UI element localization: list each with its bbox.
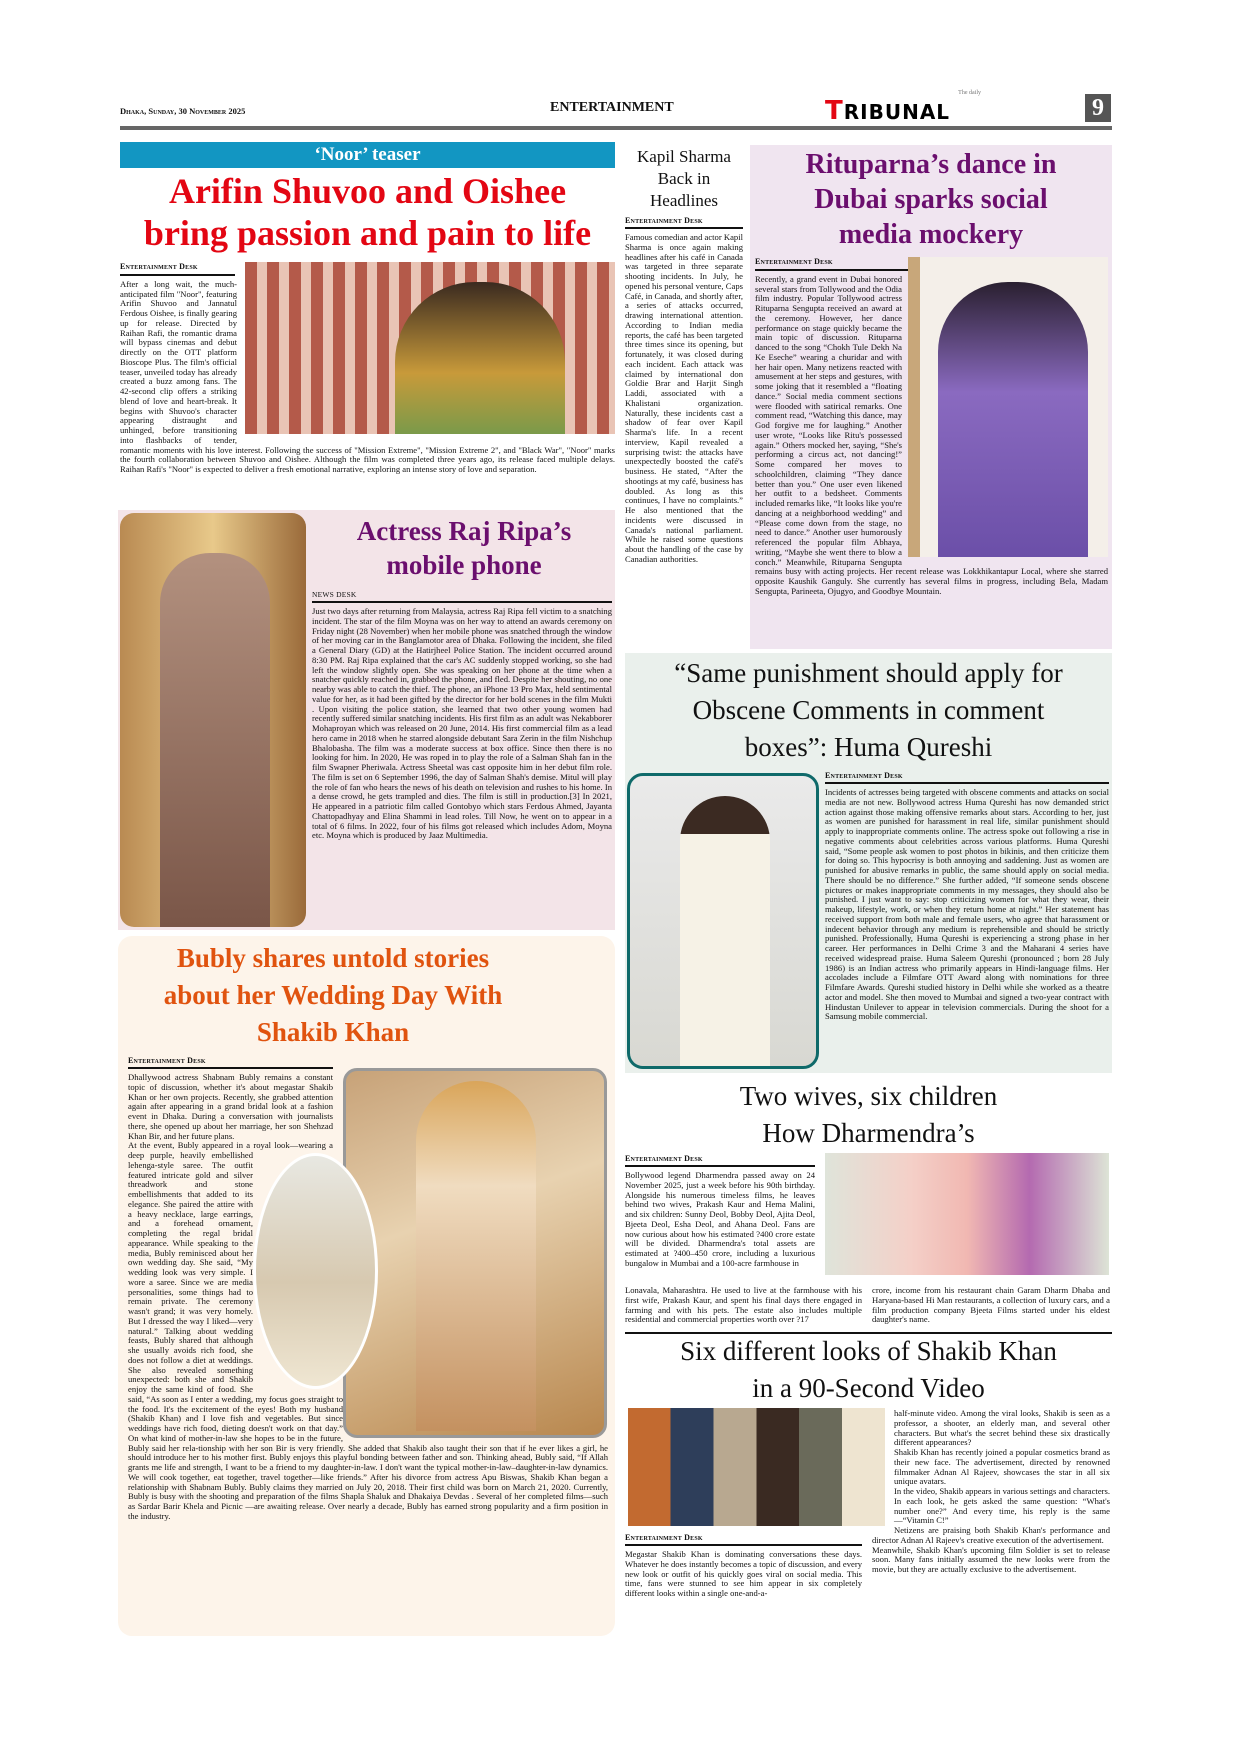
logo <box>825 90 985 126</box>
article-text: Entertainment Desk Recently, a grand event in Dubai honored several stars from Tollywood and the Odia film industry. Popular Tollywood actress Rituparna Sengupta received an award at the ceremony. However, her dance performance on stage quickly became the main topic of discussion. Rituparna danced to the song “Chokh Tule Dekh Na Ke Eseche” wearing a churidar and with her hair open. Many netizens reacted with amusement at her steps and gestures, with some joking that it resembled a “floating dance.” Social media comment sections were flooded with satirical remarks. One comment read, “Watching this dance, may God forgive me for laughing.” Another user wrote, “Looks like Ritu's possessed again.” Others mocked her, saying, “She's performing a circus act, not dancing!” Some compared her moves to schoolchildren, claiming “They dance better than you.” One user even likened her outfit to a bedsheet. Comments included remarks like, “It looks like you're dancing at a neighborhood wedding” and “Please come down from the stage, no need to dance.” Another user humorously referenced the popular film Abhaya, writing, “Maybe she went there to blow a conch.” Meanwhile, Rituparna Sengupta remains busy with acting projects. Her recent release was Lokkhikantapur Local, where she starred opposite Kaushik Ganguly. She currently has several films in progress, including Bela, Madam Sengupta, Parineeta, Ojugyo, and Goodbye Mountain. <box>755 257 1108 596</box>
article-noor <box>120 142 615 504</box>
article-text: Lonavala, Maharashtra. He used to live at the farmhouse with his first wife, Prakash Kaur, and spent his final days there engaged in farming and with his pets. The estate also includes multiple residential and commercial properties worth over ?17 <box>625 1285 862 1325</box>
headline: “Same punishment should apply for Obscene Comments in comment boxes”: Huma Qureshi <box>674 658 1063 762</box>
byline: Entertainment Desk <box>755 257 1108 271</box>
headline: Rituparna’s dance in Dubai sparks social media mockery <box>805 149 1057 250</box>
noor-photo <box>245 262 615 434</box>
headline: Kapil Sharma Back in Headlines <box>637 147 731 210</box>
huma-photo <box>627 773 819 1069</box>
article-kapil <box>625 146 743 646</box>
logo-tagline: The daily <box>958 90 981 96</box>
article-text: Incidents of actresses being targeted with obscene comments and attacks on social media are not new. Bollywood actress Huma Qureshi has now demanded strict action against those making offensive remarks about stars. According to her, just as women are punished for harassment in real life, similar punishment should apply to inappropriate comments online. The actress spoke out following a rise in negative comments about celebrities across various platforms. Huma Qureshi said, “Some people ask women to post photos in bikinis, and then criticize them for doing so. This hypocrisy is both annoying and saddening. Just as women are punished for abusive remarks in public, the same should apply on social media. There should be no difference.” She further added, “If someone sends obscene pictures or makes inappropriate comments in my messages, they should also be punished. I just want to say: stop criticizing women for what they wear, their makeup, lifestyle, work, or when they return home at night.” Her statement has received support from both male and female users, who agree that harassment or indecent behavior through any medium is reprehensible and should be strictly punished. Professionally, Huma Qureshi is experiencing a strong phase in her career. Her performances in Delhi Crime 3 and the Maharani 4 series have received widespread praise. Huma Saleem Qureshi (pronounced ; born 28 July 1986) is an Indian actress who primarily appears in Hindi-language films. Her accolades include a Filmfare OTT Award along with nominations for three Filmfare Awards. Qureshi studied history in Delhi while she worked as a theatre actor and model. She then moved to Mumbai and signed a two-year contract with Hindustan Unilever to appear in television commercials. During the shoot for a Samsung mobile commercial. <box>825 787 1109 1022</box>
byline: Entertainment Desk <box>825 771 1109 784</box>
section-title: ENTERTAINMENT <box>550 100 674 115</box>
article-bubly <box>118 936 615 1636</box>
byline: Entertainment Desk <box>625 1154 815 1167</box>
page-number: 9 <box>1085 94 1111 122</box>
article-rituparna <box>750 145 1112 649</box>
byline: Entertainment Desk <box>625 216 743 229</box>
masthead-rule <box>120 126 1112 130</box>
dharmendra-family-photo <box>825 1153 1109 1275</box>
article-shakib <box>625 1333 1112 1613</box>
byline: Entertainment Desk <box>120 262 235 276</box>
article-text: crore, income from his restaurant chain Garam Dharm Dhaba and Haryana-based Hi Man restaurants, a collection of luxury cars, and a film production company Bjeeta Films started under his eldest daughter's name. <box>872 1285 1110 1325</box>
article-text: Just two days after returning from Malaysia, actress Raj Ripa fell victim to a snatching incident. The star of the film Moyna was on her way to attend an awards ceremony on Friday night (28 November) when her mobile phone was snatched through the window of her moving car in the Banglamotor area of Dhaka. Following the incident, she filed a General Diary (GD) at the Hatirjheel Police Station. The incident occurred around 8:30 PM. Raj Ripa explained that the car's AC suddenly stopped working, so she had left the window slightly open. She was speaking on her phone at the time when a snatcher quickly reached in, grabbed the phone, and fled. Despite her shouting, no one nearby was able to catch the thief. The phone, an iPhone 13 Pro Max, held sentimental value for her, as it had been gifted by the director for her bold scenes in the film Mukti . Upon visiting the police station, she learned that two other young women had recently suffered similar snatching incidents. His first film as an adult was Nekabborer Mohaproyan which was released on 20 June, 2014. His first commercial film as a lead hero came in 2018 when he starred alongside debutant Sara Zerin in the film Nishchup Bhalobasha. The film was a moderate success at box office. Since then there is no looking for him. In 2020, He was roped in to play the role of a Salman Shah fan in the film Swapner Pheriwala. Actress Sheetal was cast opposite him in her debut film role. The film is set on 6 September 1996, the day of Salman Shah's demise. Mitul will play the role of fan who hears the news of his death on television and rushes to his home. In a dense crowd, he gets trampled and dies. The film is still in production.[3] In 2021, He appeared in a patriotic film called Gontobyo which stars Ferdous Ahmed, Jayanta Chattopadhyay and Elina Shammi in lead roles. Till Now, he went on to appear in a total of 6 films. In 2022, four of his films got released which includes Adom, Moyna etc. Moyna which is produced by Jaaz Multimedia. <box>312 606 612 841</box>
headline: Six different looks of Shakib Khan in a 90-Second Video <box>680 1336 1057 1403</box>
raj-ripa-photo <box>120 513 306 927</box>
article-text: Famous comedian and actor Kapil Sharma is once again making headlines after his café in Canada was targeted in three separate shooting incidents. In July, he opened his personal venture, Caps Café, in Canada, and shortly after, a series of attacks occurred, drawing international attention. According to Indian media reports, the café has been targeted three times since its opening, but fortunately, it was closed during each incident. Each attack was claimed by international don Goldie Brar and Harjit Singh Laddi, associated with a Khalistani organization. Naturally, these incidents cast a shadow of fear over Kapil Sharma's life. In a recent interview, Kapil revealed a surprising twist: the attacks have unexpectedly boosted the café's business. He stated, “After the shootings at my café, business has doubled. As long as this continues, I have no complaints.” He also mentioned that the incidents were discussed in Canada's national parliament. While he raised some questions about the handling of the case by Canadian authorities. <box>625 232 743 564</box>
article-text: Dhallywood actress Shabnam Bubly remains a constant topic of discussion, whether it's about megastar Shakib Khan or her own projects. Recently, she grabbed attention again after appearing in a grand bridal look at a fashion event in Dhaka. During a conversation with journalists there, she opened up about her marriage, her son Shehzad Khan Bir, and her future plans. At the event, Bubly appeared in a royal look—wearing a deep purple, heavily embellished lehenga-style saree. The outfit featured intricate gold and silver threadwork and stone embellishments that added to its elegance. She paired the attire with a heavy necklace, large earrings, and a forehead ornament, completing the regal bridal appearance. While speaking to the media, Bubly reminisced about her own wedding day. She said, “My wedding look was very simple. I wore a saree. Since we are media personalities, some things had to remain private. The ceremony wasn't grand; it was very homely. But I dressed the way I liked—very natural.” Talking about wedding feasts, Bubly shared that although she usually avoids rich food, she does not follow a diet at weddings. She also revealed something unexpected: both she and Shakib enjoy the same kind of food. She said, “As soon as I enter a wedding, my focus goes straight to the food. It's the excitement of the eyes! Both my husband (Shakib Khan) and I love fish and vegetables. But since weddings have rich food, dieting doesn't work on that day.” On what kind of mother-in-law she hopes to be in the future, Bubly said her rela-tionship with her son Bir is very friendly. She added that Shakib also taught their son that if he ever likes a girl, he should introduce her to his mother first. Bubly enjoys this playful bonding between father and son. Thinking ahead, Bubly said, “If Allah grants me life and strength, I want to be a friend to my daughter-in-law. I don't want the typical mother-in-law–daughter-in-law dynamics. We will cook together, eat together, travel together—like friends.” After his divorce from actress Apu Biswas, Shakib Khan began a relationship with Shabnam Bubly. Bubly claims they married on July 20, 2018. Their first child was born on March 21, 2020. Currently, Bubly is busy with the shooting and preparation of the films Shapla Shaluk and Dhakaiya Devdas . Several of her completed films—such as Sardar Barir Khela and Picnic —are awaiting release. Over nearly a decade, Bubly has earned strong popularity and a firm position in the industry. <box>128 1072 609 1521</box>
article-huma <box>625 653 1112 1073</box>
headline: Arifin Shuvoo and Oishee bring passion and pain to life <box>143 171 592 253</box>
headline: Actress Raj Ripa’s mobile phone <box>356 516 572 580</box>
kicker-bar: ‘Noor’ teaser <box>120 142 615 168</box>
byline: Entertainment Desk <box>128 1056 333 1069</box>
headline: Two wives, six children How Dharmendra’s <box>739 1081 998 1148</box>
byline: NEWS DESK <box>312 590 612 603</box>
masthead <box>120 90 1112 134</box>
headline: Bubly shares untold stories about her Wedding Day With Shakib Khan <box>163 943 503 1047</box>
shakib-six-looks-photo <box>628 1408 885 1526</box>
article-text: Megastar Shakib Khan is dominating conversations these days. Whatever he does instantly becomes a topic of discussion, and every new look or outfit of his quickly goes viral on social media. This time, fans were stunned to see him appear in six completely different looks within a single one-and-a- <box>625 1549 862 1598</box>
logo-wordmark: TRIBUNAL <box>825 96 951 126</box>
article-text: half-minute video. Among the viral looks, Shakib is seen as a professor, a shooter, an elderly man, and several other characters. But what's the secret behind these six drastically different appearances? Shakib Khan has recently joined a popular cosmetics brand as their new face. The advertisement, directed by renowned filmmaker Adnan Al Rajeev, showcases the star in all six unique avatars. In the video, Shakib appears in various settings and characters. In each look, he gets asked the same question: “What's number one?” And every time, his reply is the same—“Vitamin C!” Netizens are praising both Shakib Khan's performance and director Adnan Al Rajeev's creative execution of the advertisement. Meanwhile, Shakib Khan's upcoming film Soldier is set to release soon. Many fans initially assumed the new looks were from the movie, but they are actually exclusive to the advertisement. <box>872 1408 1110 1574</box>
byline: Entertainment Desk <box>625 1533 862 1546</box>
rituparna-photo <box>908 257 1108 557</box>
article-dharmendra <box>625 1078 1112 1330</box>
article-text: Entertainment DeskAfter a long wait, the much-anticipated film "Noor", featuring Arifin Shuvoo and Jannatul Ferdous Oishee, is finally gearing up for release. Directed by Raihan Rafi, the romantic drama will bypass cinemas and debut directly on the OTT platform Bioscope Plus. The film's official teaser, unveiled today has already created a buzz among fans. The 42-second clip offers a striking blend of love and heart-break. It begins with Shuvoo's character appearing distraught and unhinged, before transitioning into flashbacks of tender, romantic moments with his love interest. Following the success of "Mission Extreme", "Mission Extreme 2", and "Black War", "Noor" marks the fourth collaboration between Shuvoo and Oishee. Although the film was completed three years ago, its release faced multiple delays. Raihan Rafi's "Noor" is expected to deliver a fresh emotional narrative, exploring an intense story of love and separation. <box>120 262 615 474</box>
article-raj-ripa <box>118 510 615 930</box>
date-line: Dhaka, Sunday, 30 November 2025 <box>120 106 246 116</box>
article-text: Bollywood legend Dharmendra passed away on 24 November 2025, just a week before his 90th birthday. Alongside his numerous timeless films, he leaves behind two wives, Prakash Kaur and Hema Malini, and six children: Sunny Deol, Bobby Deol, Ajita Deol, Bjeeta Deol, Esha Deol, and Ahana Deol. Fans are now curious about how his estimated ?400 crore estate will be divided. Dharmendra's total assets are estimated at ?400–450 crore, including a luxurious bungalow in Mumbai and a 100-acre farmhouse in <box>625 1170 815 1268</box>
